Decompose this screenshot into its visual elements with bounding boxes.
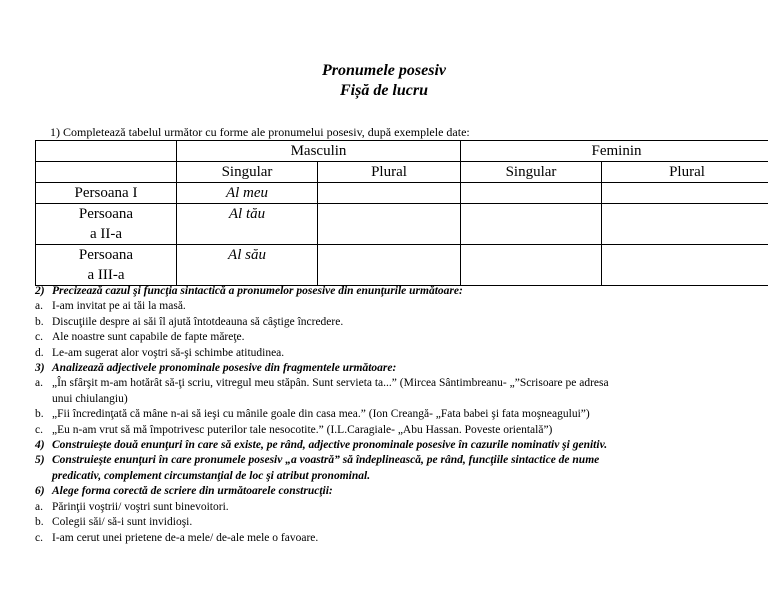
header-fem-plural: Plural: [602, 162, 768, 183]
list-item: a. Părinţii voştrii/ voştri sunt binevoitori.: [35, 500, 229, 513]
list-item: a. „În sfârşit m-am hotărât să-ţi scriu, vitregul meu stăpân. Sunt servieta ta...” (Mircea Sântimbreanu- „”Scrisoare pe adresa: [35, 377, 609, 390]
answer-cell: [318, 204, 461, 245]
answer-cell: [602, 183, 768, 204]
list-item: c. Ale noastre sunt capabile de fapte măreţe.: [35, 331, 245, 344]
exercise-5-heading: 5) Construieşte enunţuri în care pronumele posesiv „a voastră” să îndeplinească, pe rând, funcţiile sintactice de nume: [35, 454, 600, 467]
row-label: Persoana a III-a: [36, 245, 177, 286]
exercise-4-heading: 4) Construieşte două enunţuri în care să existe, pe rând, adjective pronominale posesive în cazurile nominativ şi genitiv.: [35, 439, 608, 452]
exercise-1-instruction: 1) Completează tabelul următor cu forme ale pronumelui posesiv, după exemplele date:: [50, 125, 470, 139]
list-item: d. Le-am sugerat alor voştri să-şi schimbe atitudinea.: [35, 346, 285, 359]
exercise-3-heading: 3) Analizează adjectivele pronominale posesive din fragmentele următoare:: [35, 362, 397, 375]
table-corner-cell: [36, 141, 177, 162]
exercise-5-continuation: predicativ, complement circumstanţial de loc şi atribut pronominal.: [52, 469, 371, 482]
table-row: [36, 204, 768, 245]
list-item: b. Colegii săi/ să-i sunt invidioşi.: [35, 516, 193, 529]
table-row: [36, 183, 768, 204]
exercise-2-heading: 2) Precizează cazul şi funcţia sintactică a pronumelor posesive din enunţurile următoare:: [35, 285, 463, 297]
answer-cell: [602, 245, 768, 286]
header-masc-singular: Singular: [177, 162, 318, 183]
header-masculin: Masculin: [177, 141, 461, 162]
header-feminin: Feminin: [461, 141, 768, 162]
table-row: [36, 245, 768, 286]
list-item: b. „Fii încredinţată că mâne n-ai să ieşi cu mânile goale din casa mea.” (Ion Creangă- „Fata babei şi fata moşneagului”): [35, 408, 590, 421]
answer-cell: [461, 204, 602, 245]
example-cell: Al său: [177, 245, 318, 286]
example-cell: Al meu: [177, 183, 318, 204]
header-masc-plural: Plural: [318, 162, 461, 183]
list-item: c. „Eu n-am vrut să mă împotrivesc puterilor tale nesocotite.” (I.L.Caragiale- „Abu Hassan. Poveste orientală”): [35, 423, 553, 436]
page-subtitle: Fișă de lucru: [339, 82, 428, 99]
exercise-6-heading: 6) Alege forma corectă de scriere din următoarele construcţii:: [35, 485, 333, 498]
answer-cell: [461, 245, 602, 286]
answer-cell: [318, 183, 461, 204]
header-fem-singular: Singular: [461, 162, 602, 183]
row-label: Persoana a II-a: [36, 204, 177, 245]
row-label: Persoana I: [36, 183, 177, 204]
example-cell: Al tău: [177, 204, 318, 245]
list-item: b. Discuţiile despre ai săi îl ajută întotdeauna să câştige încredere.: [35, 315, 344, 328]
exercises: [35, 284, 760, 546]
empty-header-cell: [36, 162, 177, 183]
answer-cell: [602, 204, 768, 245]
list-item: c. I-am cerut unei prietene de-a mele/ de-ale mele o favoare.: [35, 531, 319, 544]
page-title: Pronumele posesiv: [322, 62, 446, 79]
list-item: a. I-am invitat pe ai tăi la masă.: [35, 300, 186, 313]
list-item-continuation: unui chiulangiu): [52, 392, 128, 405]
pronoun-table: [35, 140, 768, 286]
answer-cell: [318, 245, 461, 286]
answer-cell: [461, 183, 602, 204]
